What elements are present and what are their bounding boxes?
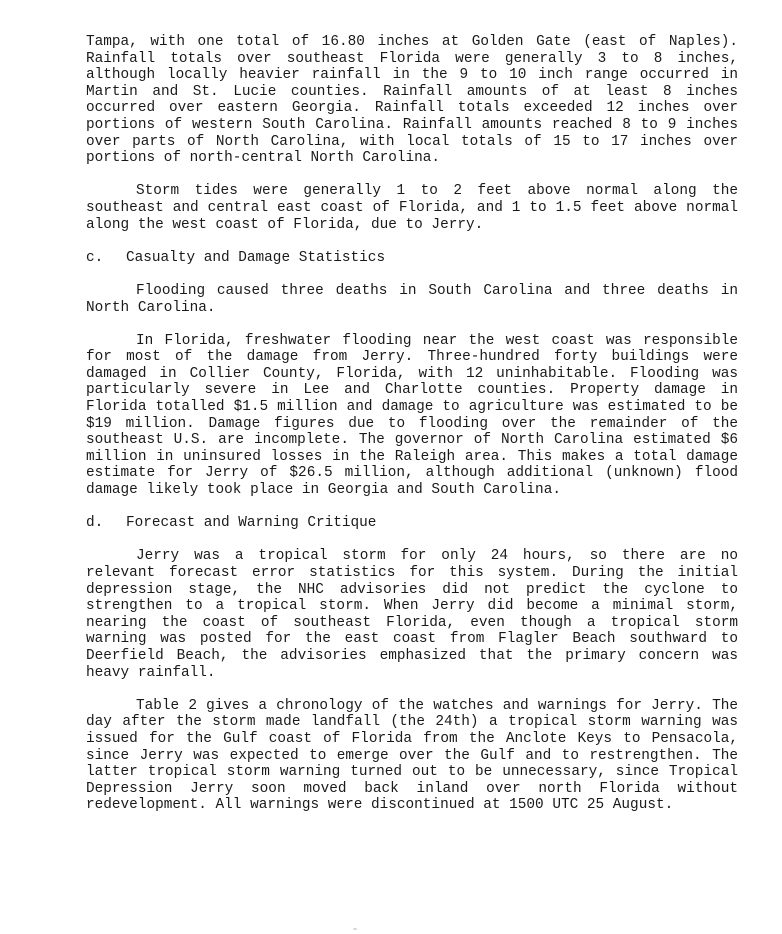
section-c-letter: c. bbox=[86, 249, 104, 266]
section-d-heading bbox=[86, 515, 738, 532]
document-page bbox=[86, 34, 738, 831]
section-d-title: Forecast and Warning Critique bbox=[126, 515, 377, 532]
damage-paragraph: In Florida, freshwater flooding near the west coast was responsible for most of the damage from Jerry. Three-hundred forty buildings were damaged in Collier County, Florida, with 12 uninhabitable. Flooding was particularly severe in Lee and Charlotte counties. Property damage in Florida totalled $1.5 million and damage to agriculture was estimated to be $19 million. Damage figures due to flooding over the remainder of the southeast U.S. are incomplete. The governor of North Carolina estimated $6 million in uninsured losses in the Raleigh area. This makes a total damage estimate for Jerry of $26.5 million, although additional (unknown) flood damage likely took place in Georgia and South Carolina. bbox=[86, 332, 738, 499]
forecast-paragraph: Jerry was a tropical storm for only 24 hours, so there are no relevant forecast error statistics for this system. During the initial depression stage, the NHC advisories did not predict the cyclone to strengthen to a tropical storm. When Jerry did become a minimal storm, nearing the coast of southeast Florida, even though a tropical storm warning was posted for the east coast from Flagler Beach southward to Deerfield Beach, the advisories emphasized that the primary concern was heavy rainfall. bbox=[86, 548, 738, 681]
scan-speck bbox=[353, 928, 357, 930]
section-d-letter: d. bbox=[86, 515, 104, 532]
storm-tides-paragraph: Storm tides were generally 1 to 2 feet above normal along the southeast and central east coast of Florida, and 1 to 1.5 feet above normal along the west coast of Florida, due to Jerry. bbox=[86, 183, 738, 233]
warnings-paragraph: Table 2 gives a chronology of the watches and warnings for Jerry. The day after the storm made landfall (the 24th) a tropical storm warning was issued for the Gulf coast of Florida from the Anclote Keys to Pensacola, since Jerry was expected to emerge over the Gulf and to restrengthen. The latter tropical storm warning turned out to be unnecessary, since Tropical Depression Jerry soon moved back inland over north Florida without redevelopment. All warnings were discontinued at 1500 UTC 25 August. bbox=[86, 697, 738, 814]
section-c-title: Casualty and Damage Statistics bbox=[126, 249, 386, 266]
rainfall-paragraph: Tampa, with one total of 16.80 inches at Golden Gate (east of Naples). Rainfall totals over southeast Florida were generally 3 to 8 inches, although locally heavier rainfall in the 9 to 10 inch range occurred in Martin and St. Lucie counties. Rainfall amounts of at least 8 inches occurred over eastern Georgia. Rainfall totals exceeded 12 inches over portions of western South Carolina. Rainfall amounts reached 8 to 9 inches over parts of North Carolina, with local totals of 15 to 17 inches over portions of north-central North Carolina. bbox=[86, 34, 738, 167]
section-c-heading bbox=[86, 250, 738, 267]
casualty-paragraph: Flooding caused three deaths in South Carolina and three deaths in North Carolina. bbox=[86, 282, 738, 316]
